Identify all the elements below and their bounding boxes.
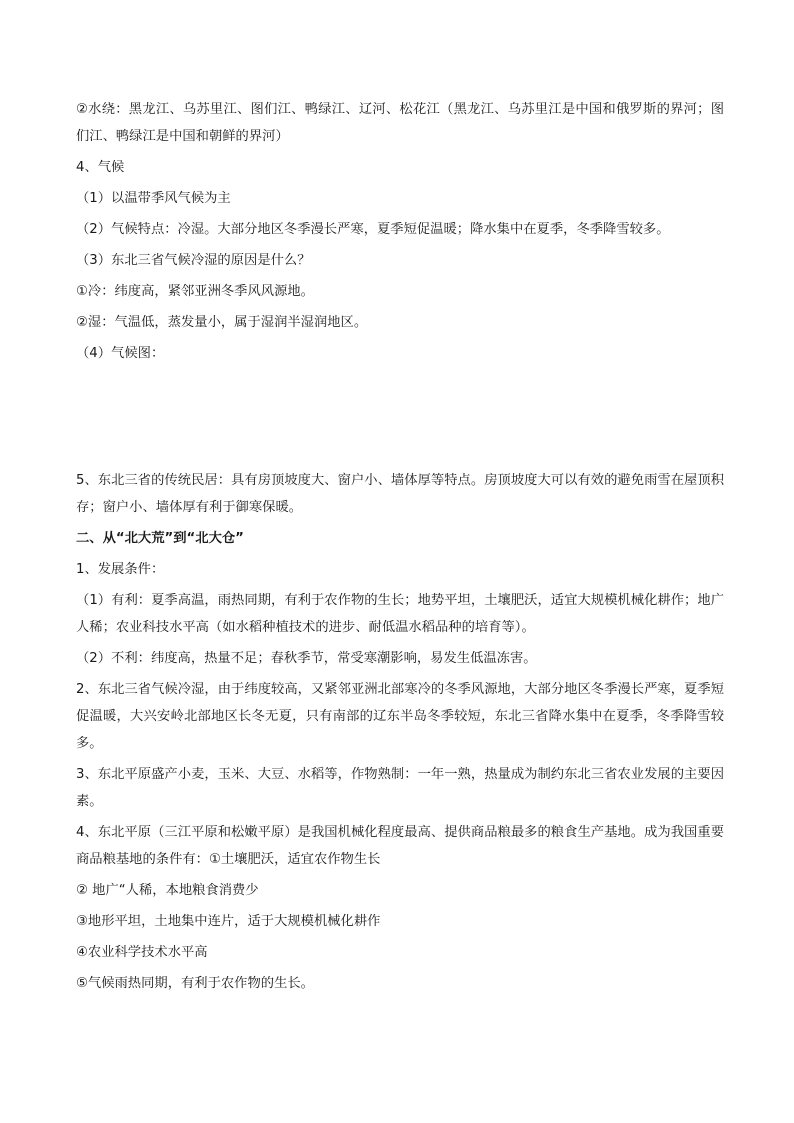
climate-features: （2）气候特点：冷湿。大部分地区冬季漫长严寒，夏季短促温暖；降水集中在夏季，冬季降雪较多。 [76, 222, 670, 237]
condition-item-2: ② 地广“人稀，本地粮食消费少 [76, 883, 259, 898]
cold-reason: ①冷：纬度高，紧邻亚洲冬季风风源地。 [76, 284, 314, 299]
climate-type: （1）以温带季风气候为主 [76, 191, 231, 206]
traditional-dwellings: 5、东北三省的传统民居：具有房顶坡度大、窗户小、墙体厚等特点。房顶坡度大可以有效的避免雨雪在屋顶积存；窗户小、墙体厚有利于御寒保暖。 [76, 473, 724, 515]
climate-chart-blank-area [76, 371, 724, 467]
paragraph-rivers: ②水绕：黑龙江、乌苏里江、图们江、鸭绿江、辽河、松花江（黑龙江、乌苏里江是中国和俄罗斯的界河；图们江、鸭绿江是中国和朝鲜的界河） [76, 102, 724, 144]
condition-item-4: ④农业科学技术水平高 [76, 945, 208, 960]
favorable-conditions: （1）有利：夏季高温，雨热同期，有利于农作物的生长；地势平坦，土壤肥沃，适宜大规模机械化耕作；地广人稀；农业科技水平高（如水稻种植技术的进步、耐低温水稻品种的培育等）。 [76, 593, 724, 635]
unfavorable-conditions: （2）不利：纬度高，热量不足；春秋季节，常受寒潮影响，易发生低温冻害。 [76, 651, 537, 666]
climate-chart-label: （4）气候图： [76, 346, 165, 361]
condition-item-5: ⑤气候雨热同期，有利于农作物的生长。 [76, 976, 314, 991]
section-heading-beidacang: 二、从“北大荒”到“北大仓” [76, 531, 244, 546]
section-climate-title: 4、气候 [76, 160, 125, 175]
wet-reason: ②湿：气温低，蒸发量小，属于湿润半湿润地区。 [76, 315, 368, 330]
development-conditions-title: 1、发展条件： [76, 562, 165, 577]
condition-item-3: ③地形平坦，土地集中连片，适于大规模机械化耕作 [76, 914, 381, 929]
climate-question: （3）东北三省气候冷湿的原因是什么？ [76, 253, 311, 268]
climate-cold-wet-detail: 2、东北三省气候冷湿，由于纬度较高，又紧邻亚洲北部寒冷的冬季风源地，大部分地区冬季漫长严寒，夏季短促温暖，大兴安岭北部地区长冬无夏，只有南部的辽东半岛冬季较短，东北三省降水集中在夏季，冬季降雪较多。 [76, 682, 724, 751]
crops-paragraph: 3、东北平原盛产小麦，玉米、大豆、水稻等，作物熟制：一年一熟，热量成为制约东北三省农业发展的主要因素。 [76, 767, 724, 809]
grain-base-paragraph: 4、东北平原（三江平原和松嫩平原）是我国机械化程度最高、提供商品粮最多的粮食生产基地。成为我国重要商品粮基地的条件有：①土壤肥沃，适宜农作物生长 [76, 825, 724, 867]
document-page [76, 96, 724, 1001]
